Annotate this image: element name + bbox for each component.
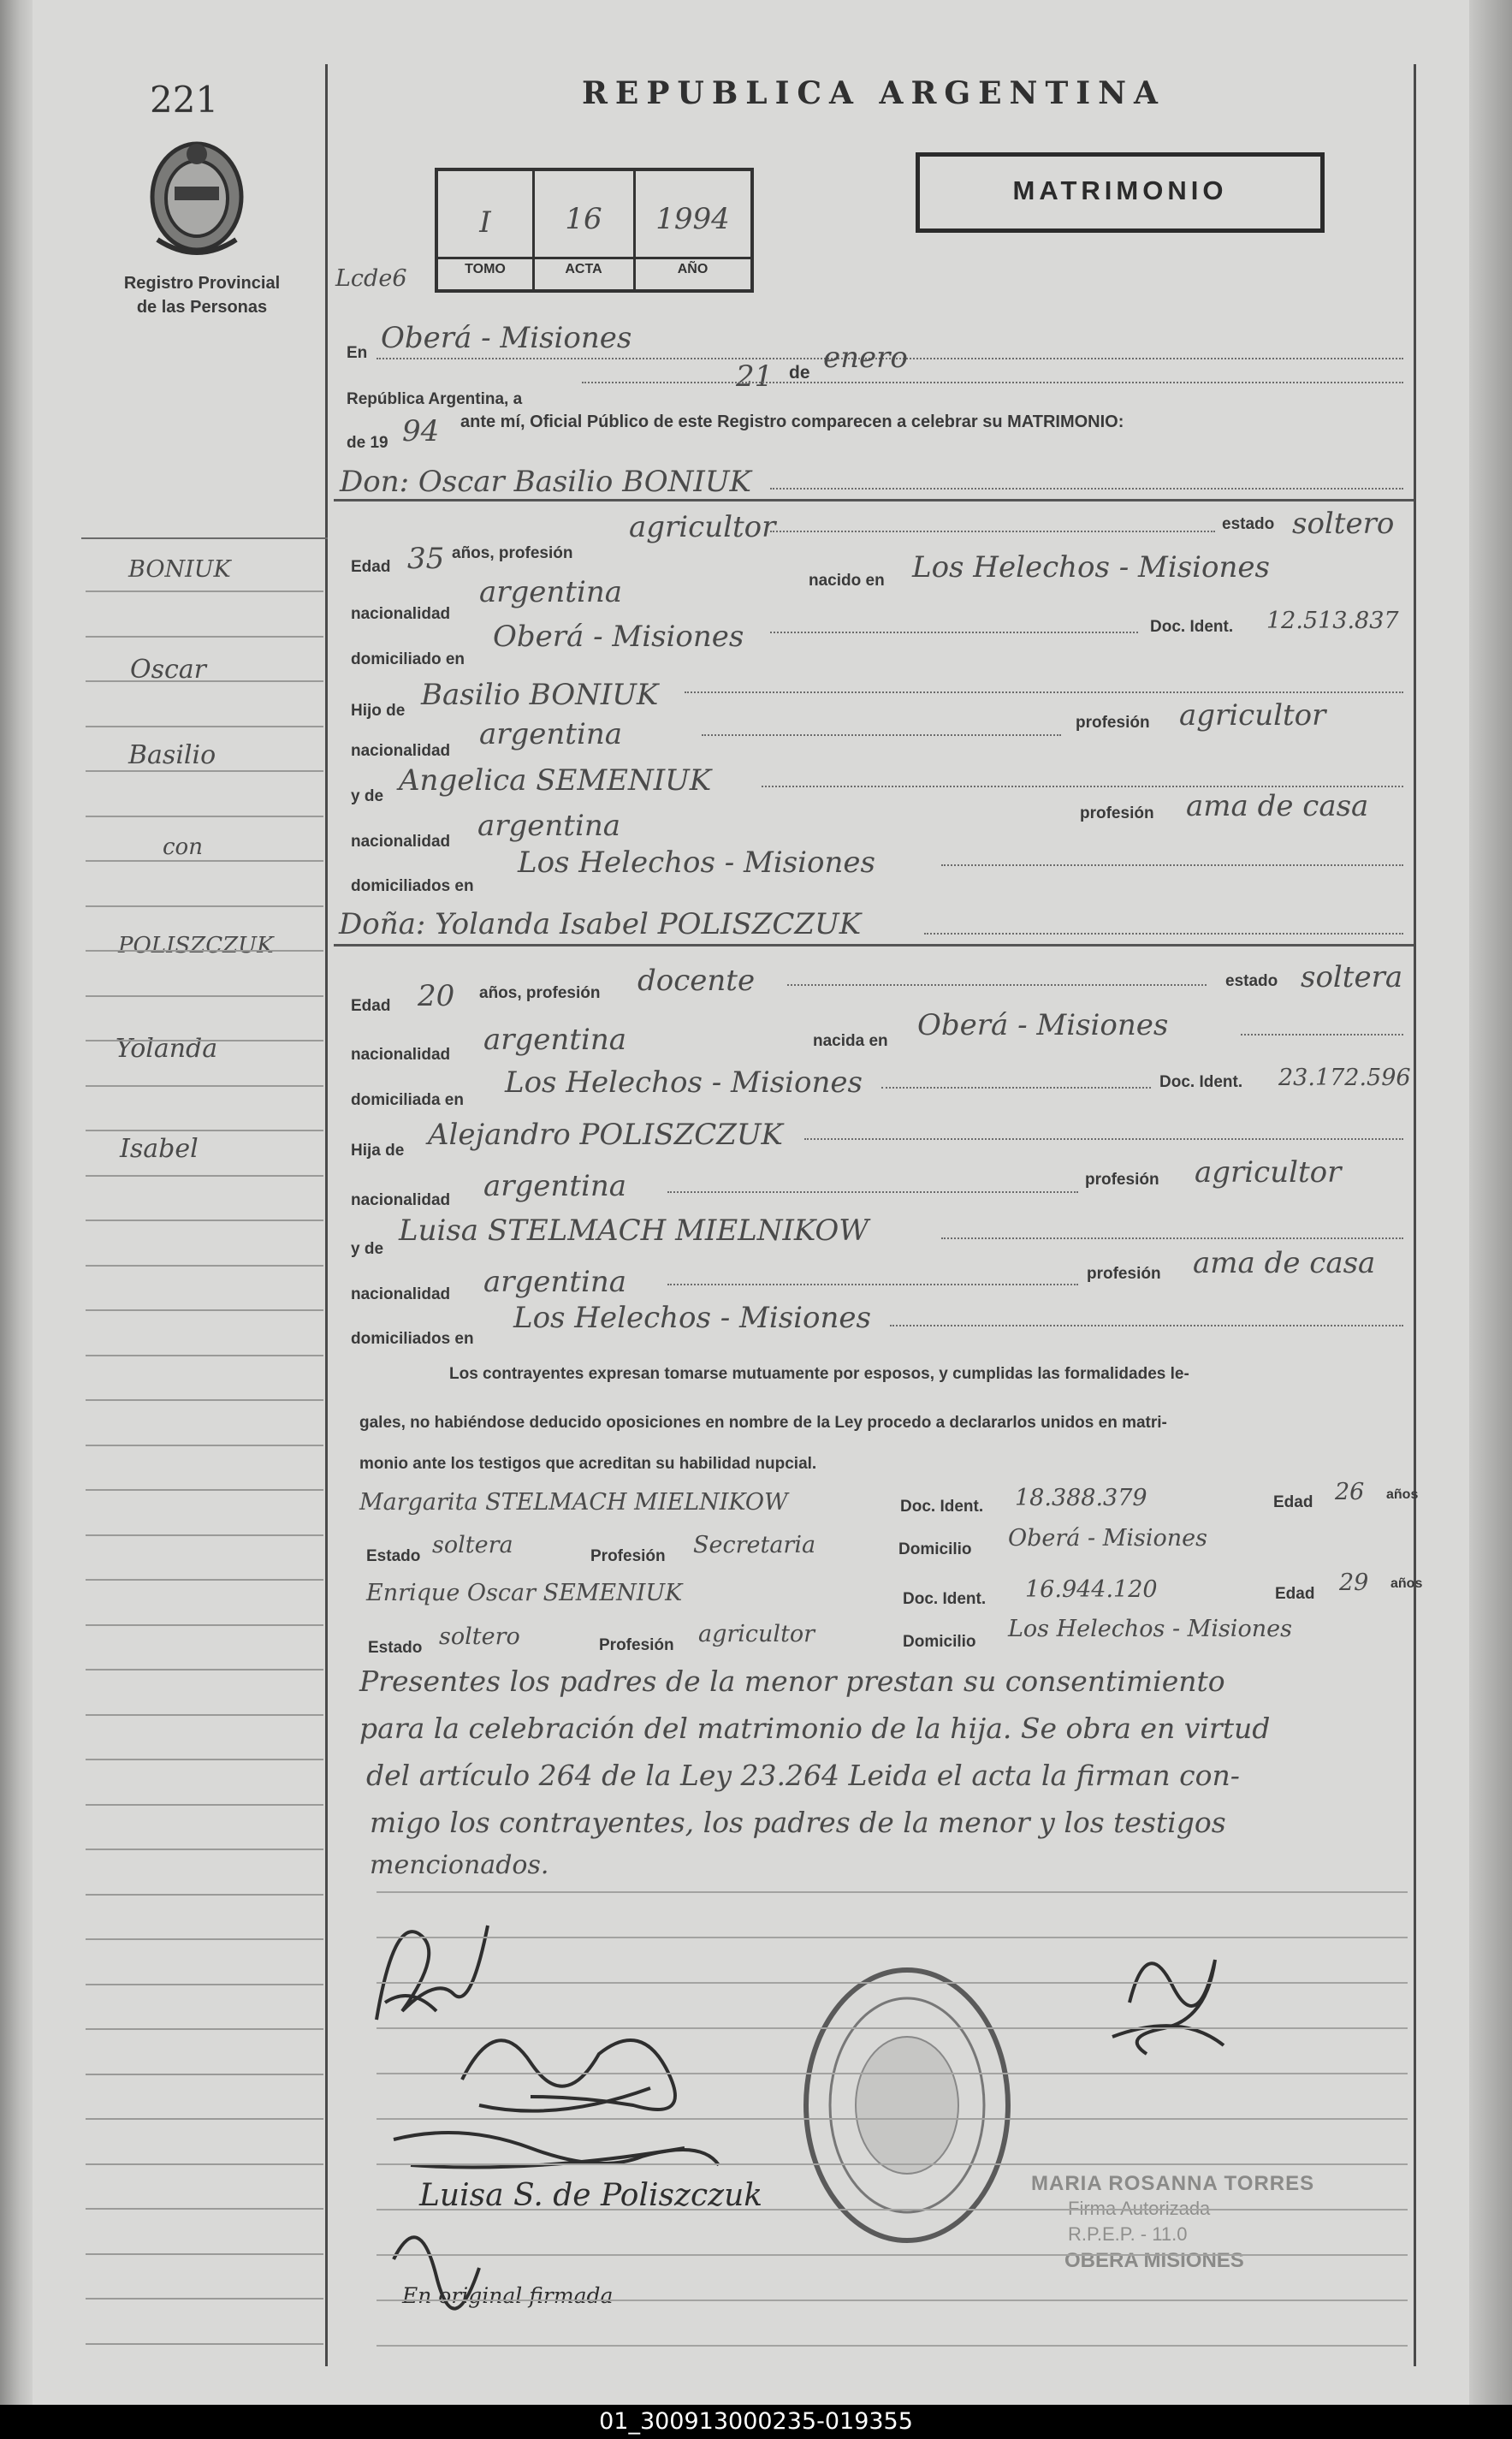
sidebar-rule <box>86 816 323 817</box>
groom-hijo-label: Hijo de <box>351 702 406 720</box>
witness2-prof-label: Profesión <box>599 1636 674 1654</box>
witness1-domicilio: Oberá - Misiones <box>1008 1525 1207 1552</box>
sidebar-rule <box>86 2118 323 2120</box>
groom-profesion-label: años, profesión <box>452 544 573 562</box>
act-type-box <box>916 152 1325 233</box>
witness1-dom-label: Domicilio <box>898 1540 972 1558</box>
witness1-estado-label: Estado <box>366 1547 421 1565</box>
witness1-edad: 26 <box>1335 1479 1365 1505</box>
sidebar-rule <box>86 1849 323 1850</box>
sidebar-rule <box>86 1220 323 1221</box>
body-rule <box>377 2163 1408 2165</box>
sidebar-rule <box>86 590 323 592</box>
official-seal <box>806 1970 1008 2240</box>
sidebar-given-3: Yolanda <box>116 1034 218 1064</box>
bride-title-name: Doña: Yolanda Isabel POLISZCZUK <box>339 907 862 941</box>
sidebar-given-2: Basilio <box>128 740 216 770</box>
sidebar-rule <box>86 2208 323 2210</box>
stamp-line3: R.P.E.P. - 11.0 <box>1068 2223 1188 2245</box>
witness1-profesion: Secretaria <box>693 1532 816 1558</box>
groom-madre-nac-label: nacionalidad <box>351 833 451 851</box>
scan-filename: 01_300913000235-019355 <box>0 2405 1512 2439</box>
sidebar-rule <box>86 905 323 907</box>
bride-padres-dom: Los Helechos - Misiones <box>513 1301 871 1335</box>
groom-separator <box>334 499 1414 501</box>
bride-profesion: docente <box>637 964 756 998</box>
notes-line5: mencionados. <box>370 1850 549 1880</box>
body-rule <box>377 2073 1408 2074</box>
witness1-doc-label: Doc. Ident. <box>900 1498 984 1516</box>
bride-edad-label: Edad <box>351 997 391 1015</box>
year-suffix: 94 <box>402 414 440 448</box>
groom-edad: 35 <box>407 542 445 576</box>
notes-line2: para la celebración del matrimonio de la hija. Se obra en virtud <box>359 1712 1271 1745</box>
sidebar-given-1: Oscar <box>130 655 207 685</box>
witness2-edad-label: Edad <box>1275 1585 1315 1603</box>
day: 21 <box>736 359 774 394</box>
volume-box <box>435 168 754 293</box>
acta-label: ACTA <box>565 262 602 276</box>
body-rule <box>377 1937 1408 1938</box>
sidebar-rule <box>86 1265 323 1267</box>
groom-estado-label: estado <box>1222 515 1275 533</box>
sidebar-rule <box>86 1355 323 1356</box>
bride-separator <box>334 944 1414 947</box>
witness1-edad-label: Edad <box>1273 1493 1313 1511</box>
groom-nacido-en: Los Helechos - Misiones <box>912 550 1270 585</box>
sidebar-con: con <box>163 834 203 860</box>
binding-edge-left <box>0 0 33 2405</box>
declaration-line1: Los contrayentes expresan tomarse mutuamente por esposos, y cumplidas las formalidades le- <box>449 1365 1189 1383</box>
sidebar-rule <box>86 1669 323 1671</box>
body-rule <box>377 1891 1408 1893</box>
sidebar-rule <box>86 1579 323 1581</box>
ano-label: AÑO <box>677 262 709 276</box>
groom-padres-dom-label: domiciliados en <box>351 877 474 895</box>
bride-nacida-en: Oberá - Misiones <box>917 1008 1169 1042</box>
witness2-edad: 29 <box>1339 1570 1369 1596</box>
declaration-line3: monio ante los testigos que acreditan su habilidad nupcial. <box>359 1455 817 1473</box>
intro-text: ante mí, Oficial Público de este Registro comparecen a celebrar su MATRIMONIO: <box>460 412 1124 431</box>
groom-padres-dom: Los Helechos - Misiones <box>518 846 875 880</box>
de-label: de <box>789 363 810 383</box>
groom-padre-nac-label: nacionalidad <box>351 742 451 760</box>
groom-madre: Angelica SEMENIUK <box>399 763 712 798</box>
tomo-value: I <box>479 205 491 240</box>
bride-estado: soltera <box>1301 960 1403 994</box>
witness1-name: Margarita STELMACH MIELNIKOW <box>359 1489 788 1516</box>
signature-text-2: En original firmada <box>402 2283 614 2308</box>
sidebar-rule <box>86 2343 323 2345</box>
groom-doc-label: Doc. Ident. <box>1150 618 1234 636</box>
witness2-estado-label: Estado <box>368 1639 423 1657</box>
groom-madre-nac: argentina <box>477 809 621 843</box>
ley-note: Lcde6 <box>335 265 407 292</box>
country-title: REPUBLICA ARGENTINA <box>582 75 1165 111</box>
en-label: En <box>347 344 368 362</box>
year-prefix: de 19 <box>347 434 388 452</box>
witness2-name: Enrique Oscar SEMENIUK <box>366 1580 683 1606</box>
witness2-estado: soltero <box>439 1623 520 1650</box>
bride-madre-prof: ama de casa <box>1193 1246 1376 1280</box>
sidebar-rule <box>86 770 323 772</box>
sidebar-rule <box>86 1130 323 1131</box>
witness2-profesion: agricultor <box>698 1621 815 1647</box>
body-rule <box>377 1982 1408 1984</box>
groom-padre: Basilio BONIUK <box>421 678 659 712</box>
bride-padre-nac: argentina <box>483 1169 627 1203</box>
month: enero <box>823 341 908 375</box>
groom-title-name: Don: Oscar Basilio BONIUK <box>340 465 751 499</box>
groom-madre-prof-label: profesión <box>1080 804 1154 822</box>
groom-padre-prof: agricultor <box>1179 698 1326 733</box>
groom-nac-label: nacionalidad <box>351 605 451 623</box>
registry-name-line2: de las Personas <box>136 298 268 317</box>
sidebar-rule <box>86 2028 323 2030</box>
sidebar-rule <box>86 1804 323 1806</box>
body-rule <box>377 2300 1408 2301</box>
bride-padre-prof: agricultor <box>1195 1155 1342 1190</box>
witness2-doc-label: Doc. Ident. <box>903 1590 987 1608</box>
bride-nac-label: nacionalidad <box>351 1046 451 1064</box>
notes-line4: migo los contrayentes, los padres de la menor y los testigos <box>370 1806 1226 1839</box>
groom-dom-label: domiciliado en <box>351 650 465 668</box>
bride-padre-nac-label: nacionalidad <box>351 1191 451 1209</box>
stamp-line1: MARIA ROSANNA TORRES <box>1031 2172 1315 2195</box>
witness1-doc: 18.388.379 <box>1015 1485 1147 1511</box>
bride-nacida-label: nacida en <box>813 1032 888 1050</box>
groom-padre-prof-label: profesión <box>1076 714 1150 732</box>
sidebar-rule <box>86 1309 323 1311</box>
sidebar-rule <box>86 2074 323 2075</box>
sidebar-rule <box>86 2253 323 2255</box>
witness1-estado: soltera <box>432 1532 513 1558</box>
ano-value: 1994 <box>655 202 730 236</box>
bride-nacionalidad: argentina <box>483 1023 627 1057</box>
sidebar-rule <box>86 1894 323 1896</box>
groom-yde-label: y de <box>351 787 384 805</box>
groom-estado: soltero <box>1292 507 1395 541</box>
page-number: 221 <box>150 79 219 121</box>
sidebar-rule <box>86 1534 323 1536</box>
groom-nacionalidad: argentina <box>479 575 623 609</box>
bride-doc: 23.172.596 <box>1278 1065 1411 1091</box>
act-type-label: MATRIMONIO <box>1012 175 1228 205</box>
bride-madre: Luisa STELMACH MIELNIKOW <box>399 1214 869 1248</box>
sidebar-rule <box>86 1759 323 1760</box>
signature-text-1: Luisa S. de Poliszczuk <box>419 2178 763 2213</box>
place: Oberá - Misiones <box>381 321 632 355</box>
notes-line1: Presentes los padres de la menor prestan su consentimiento <box>359 1665 1225 1698</box>
witness1-anos-label: años <box>1386 1487 1419 1502</box>
bride-dom-label: domiciliada en <box>351 1091 464 1109</box>
sidebar-given-4: Isabel <box>120 1134 199 1164</box>
sidebar-top-rule <box>81 537 328 539</box>
witness2-anos-label: años <box>1390 1576 1423 1591</box>
sidebar-rule <box>86 2163 323 2165</box>
sidebar-rule <box>86 1445 323 1446</box>
groom-edad-label: Edad <box>351 558 391 576</box>
witness2-domicilio: Los Helechos - Misiones <box>1008 1616 1292 1642</box>
groom-padre-nac: argentina <box>479 717 623 751</box>
notes-line3: del artículo 264 de la Ley 23.264 Leida el acta la firman con- <box>366 1759 1240 1792</box>
stamp-line4: OBERA MISIONES <box>1064 2249 1244 2272</box>
groom-doc: 12.513.837 <box>1266 608 1399 634</box>
witness1-prof-label: Profesión <box>590 1547 666 1565</box>
sidebar-rule <box>86 1714 323 1716</box>
sidebar-rule <box>86 1624 323 1626</box>
signature-1 <box>377 1926 488 2020</box>
sidebar-rule <box>86 1040 323 1041</box>
body-rule <box>377 2254 1408 2256</box>
left-column-rule <box>325 64 328 2366</box>
bride-profesion-label: años, profesión <box>479 984 601 1002</box>
groom-nacido-label: nacido en <box>809 572 885 590</box>
stamp-line2: Firma Autorizada <box>1068 2198 1211 2219</box>
signature-3 <box>394 2133 719 2168</box>
acta-value: 16 <box>565 202 602 236</box>
binding-edge-right <box>1469 0 1512 2405</box>
sidebar-rule <box>86 680 323 682</box>
witness2-doc: 16.944.120 <box>1025 1576 1158 1603</box>
bride-madre-nac-label: nacionalidad <box>351 1285 451 1303</box>
witness2-dom-label: Domicilio <box>903 1633 976 1651</box>
bride-padre: Alejandro POLISZCZUK <box>428 1118 783 1152</box>
sidebar-rule <box>86 1085 323 1087</box>
sidebar-rule <box>86 1938 323 1940</box>
republica-label: República Argentina, a <box>347 390 523 408</box>
sidebar-rule <box>86 1175 323 1177</box>
coat-of-arms-icon <box>145 137 248 257</box>
groom-domicilio: Oberá - Misiones <box>493 620 744 654</box>
groom-profesion: agricultor <box>629 510 776 544</box>
bride-madre-nac: argentina <box>483 1265 627 1299</box>
sidebar-rule <box>86 1489 323 1491</box>
body-rule <box>377 2118 1408 2120</box>
signature-2 <box>462 2040 675 2111</box>
bride-madre-prof-label: profesión <box>1087 1265 1161 1283</box>
sidebar-rule <box>86 860 323 862</box>
registry-name-line1: Registro Provincial <box>123 274 281 293</box>
sidebar-rule <box>86 636 323 638</box>
bride-padre-prof-label: profesión <box>1085 1171 1159 1189</box>
bride-padres-dom-label: domiciliados en <box>351 1330 474 1348</box>
sidebar-surname-1: BONIUK <box>128 556 231 583</box>
body-rule <box>377 2027 1408 2029</box>
bride-yde-label: y de <box>351 1240 384 1258</box>
declaration-line2: gales, no habiéndose deducido oposiciones en nombre de la Ley procedo a declararlos unidos en matri- <box>359 1414 1167 1432</box>
sidebar-rule <box>86 1984 323 1985</box>
groom-madre-prof: ama de casa <box>1186 789 1369 823</box>
bride-domicilio: Los Helechos - Misiones <box>505 1065 863 1100</box>
sidebar-rule <box>86 726 323 727</box>
bride-edad: 20 <box>418 979 455 1013</box>
sidebar-rule <box>86 2298 323 2300</box>
bride-estado-label: estado <box>1225 972 1278 990</box>
bride-hija-label: Hija de <box>351 1142 405 1160</box>
tomo-label: TOMO <box>465 262 506 276</box>
sidebar-rule <box>86 950 323 952</box>
signature-5 <box>1112 1960 1224 2054</box>
body-rule <box>377 2209 1408 2211</box>
sidebar-surname-2: POLISZCZUK <box>118 933 274 958</box>
sidebar-rule <box>86 1399 323 1401</box>
bride-doc-label: Doc. Ident. <box>1159 1073 1243 1091</box>
sidebar-rule <box>86 995 323 997</box>
body-rule <box>377 2345 1408 2347</box>
